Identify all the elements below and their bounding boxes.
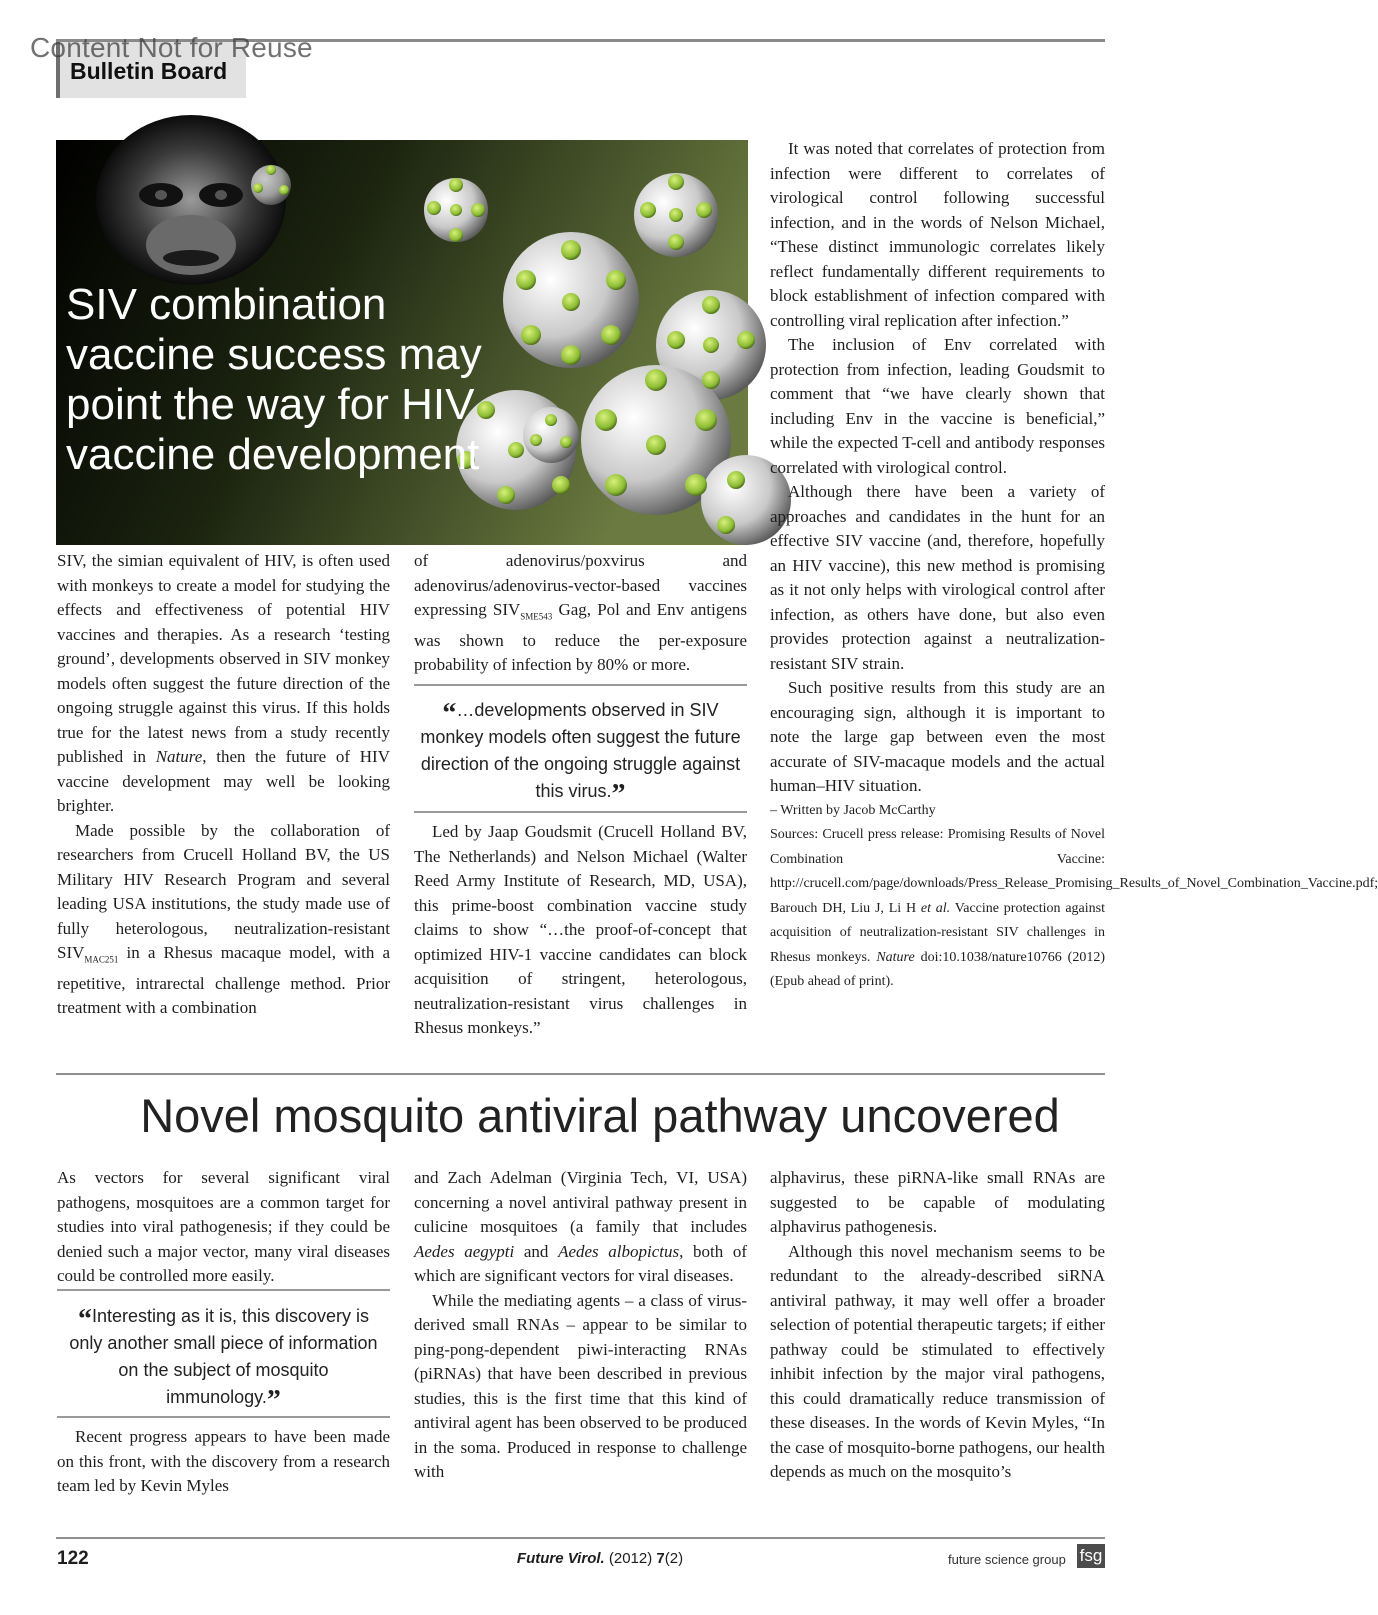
journal-issue: (2)	[664, 1550, 684, 1567]
chimp-image	[96, 115, 286, 285]
article1-paragraph: The inclusion of Env correlated with protection from infection, leading Goudsmit to comment that “we have clearly shown that including Env in the vaccine is beneficial,” while the expected T-cell and antibody responses correlated with virological control.	[770, 335, 1105, 477]
section-label: Bulletin Board	[70, 58, 228, 84]
pullquote-rule	[57, 1289, 390, 1291]
pullquote-rule	[414, 684, 747, 686]
article2-paragraph: As vectors for several significant viral pathogens, mosquitoes are a common target for studies into viral pathogenesis; if they could be denied such a major vector, many viral diseases could be controlled more easily.	[57, 1168, 390, 1285]
pullquote	[61, 1303, 386, 1416]
text-run: SIV, the simian equivalent of HIV, is often used with monkeys to create a model for studying the effects and effectiveness of potential HIV vaccines and therapies. As a research ‘testing ground’, developments observed in SIV monkey models often suggest the future direction of the ongoing struggle against this virus. If this holds true for the latest news from a study recently published in	[57, 551, 390, 766]
close-quote-mark: ”	[611, 779, 626, 810]
article2-paragraph: Recent progress appears to have been made on this front, with the discovery from a research team led by Kevin Myles	[57, 1427, 390, 1495]
author-credit: – Written by Jacob McCarthy	[770, 802, 936, 818]
text-run: , both of which are significant vectors for viral diseases.	[414, 1241, 747, 1285]
text-run: of adenovirus/poxvirus and adenovirus/adenovirus-vector-based vaccines expressing SIV	[414, 551, 747, 619]
subscript: SME543	[520, 611, 553, 622]
text-run: Vaccine protection against acquisition of neutralization-resistant SIV challenges in Rhesus monkeys.	[770, 900, 1106, 965]
article1-paragraph: Led by Jaap Goudsmit (Crucell Holland BV, The Netherlands) and Nelson Michael (Walter Reed Army Institute of Research, MD, USA), this prime-boost combination vaccine study claims to show “…the proof-of-concept that optimized HIV-1 vaccine candidates can block acquisition of stringent, heterologous, neutralization-resistant virus challenges in Rhesus monkeys.”	[414, 822, 747, 1037]
species-name: Aedes aegypti	[414, 1241, 515, 1261]
article2-paragraph: alphavirus, these piRNA-like small RNAs are suggested to be capable of modulating alphavirus pathogenesis.	[770, 1168, 1105, 1236]
article1-title: SIV combination vaccine success may point the way for HIV vaccine development	[66, 280, 482, 479]
pullquote-text: …developments observed in SIV monkey models often suggest the future direction of the ongoing struggle against this virus.	[420, 700, 741, 801]
close-quote-mark: ”	[266, 1385, 281, 1416]
article1-paragraph	[57, 819, 390, 1021]
pullquote-rule	[414, 811, 747, 813]
page-number: 122	[57, 1548, 89, 1569]
article1-column-3	[770, 137, 1378, 995]
publisher-name: future science group	[948, 1552, 1066, 1567]
article2-paragraph	[414, 1166, 747, 1289]
article1-column-2	[414, 549, 747, 678]
open-quote-mark: “	[442, 698, 457, 729]
text-run: in a Rhesus macaque model, with a repetitive, intrarectal challenge method. Prior treatment with a combination	[57, 943, 390, 1018]
open-quote-mark: “	[77, 1304, 92, 1335]
text-run: , then the future of HIV vaccine development may well be looking brighter.	[57, 747, 390, 815]
text-run: Sources: Crucell press release: Promising Results of Novel Combination Vaccine: http://crucell.com/page/downloads/Press_Release_Promising_Results_of_Novel_Combination_Vaccine.pdf; Barouch DH, Liu J, Li H	[770, 827, 1378, 916]
article2-paragraph: While the mediating agents – a class of virus-derived small RNAs – appear to be similar to ping-pong-dependent piwi-interacting RNAs (piRNAs) that have been described in previous studies, this is the first time that this kind of antiviral agent has been observed to be produced in the soma. Produced in response to challenge with	[414, 1290, 747, 1481]
article1-column-1	[57, 549, 390, 1021]
sources	[770, 823, 1378, 995]
text-run: and	[514, 1241, 559, 1261]
article2-column-2	[414, 1166, 747, 1485]
article2-title: Novel mosquito antiviral pathway uncovered	[140, 1089, 1060, 1142]
pullquote	[418, 697, 743, 810]
watermark: Content Not for Reuse	[30, 32, 313, 63]
article1-paragraph: Although there have been a variety of approaches and candidates in the hunt for an effective SIV vaccine (and, therefore, hopefully an HIV vaccine), this new method is promising as it not only helps with virological control after infection, as others have done, but also even provides protection against a neutralization-resistant SIV strain.	[770, 482, 1105, 673]
species-name: Aedes albopictus	[558, 1241, 680, 1261]
journal-name: Nature	[155, 747, 203, 766]
article1-paragraph: Such positive results from this study are an encouraging sign, although it is important to note the large gap between even the most accurate of SIV-macaque models and the actual human–HIV situation.	[770, 678, 1105, 795]
journal-name: Nature	[876, 949, 915, 965]
text-run: Gag, Pol and Env antigens was shown to reduce the per-exposure probability of infection by 80% or more.	[414, 600, 747, 675]
section-divider	[56, 1073, 1105, 1075]
hero-image	[56, 140, 748, 545]
text-run: and Zach Adelman (Virginia Tech, VI, USA) concerning a novel antiviral pathway present in culicine mosquitoes (a family that includes	[414, 1168, 747, 1236]
article1-paragraph: It was noted that correlates of protection from infection were different to correlates of virological control following successful infection, and in the words of Nelson Michael, “These distinct immunologic correlates likely reflect fundamentally different requirements to block establishment of infection compared with controlling viral replication after infection.”	[770, 139, 1105, 330]
journal-name: Future Virol.	[516, 1550, 605, 1567]
article2-column-3	[770, 1166, 1105, 1485]
text-run: doi:10.1038/nature10766 (2012) (Epub ahead of print).	[770, 949, 1105, 989]
article1-paragraph	[57, 549, 390, 819]
publisher-logo: fsg	[1077, 1544, 1105, 1568]
text-run: Made possible by the collaboration of researchers from Crucell Holland BV, the US Military HIV Research Program and several leading USA institutions, the study made use of fully heterologous, neutralization-resistant SIV	[57, 820, 390, 962]
article2-paragraph: Although this novel mechanism seems to be redundant to the already-described siRNA antiviral pathway, it may well offer a broader selection of potential therapeutic targets; if either pathway could be stimulated to effectively inhibit infection by the major viral pathogens, this could dramatically reduce transmission of these diseases. In the words of Kevin Myles, “In the case of mosquito-borne pathogens, our health depends as much on the mosquito’s	[770, 1241, 1105, 1481]
journal-year: (2012)	[608, 1550, 653, 1567]
article1-paragraph	[414, 549, 747, 678]
article1-column-2-continued	[414, 820, 747, 1041]
journal-volume: 7	[656, 1550, 665, 1567]
article2-column-1	[57, 1166, 390, 1289]
pullquote-text: Interesting as it is, this discovery is only another small piece of information on the subject of mosquito immunology.	[69, 1306, 378, 1407]
pullquote-rule	[57, 1416, 390, 1418]
article2-column-1-continued	[57, 1425, 390, 1499]
subscript: MAC251	[84, 954, 119, 965]
footer-rule	[56, 1537, 1105, 1539]
text-run: et al.	[920, 900, 951, 916]
